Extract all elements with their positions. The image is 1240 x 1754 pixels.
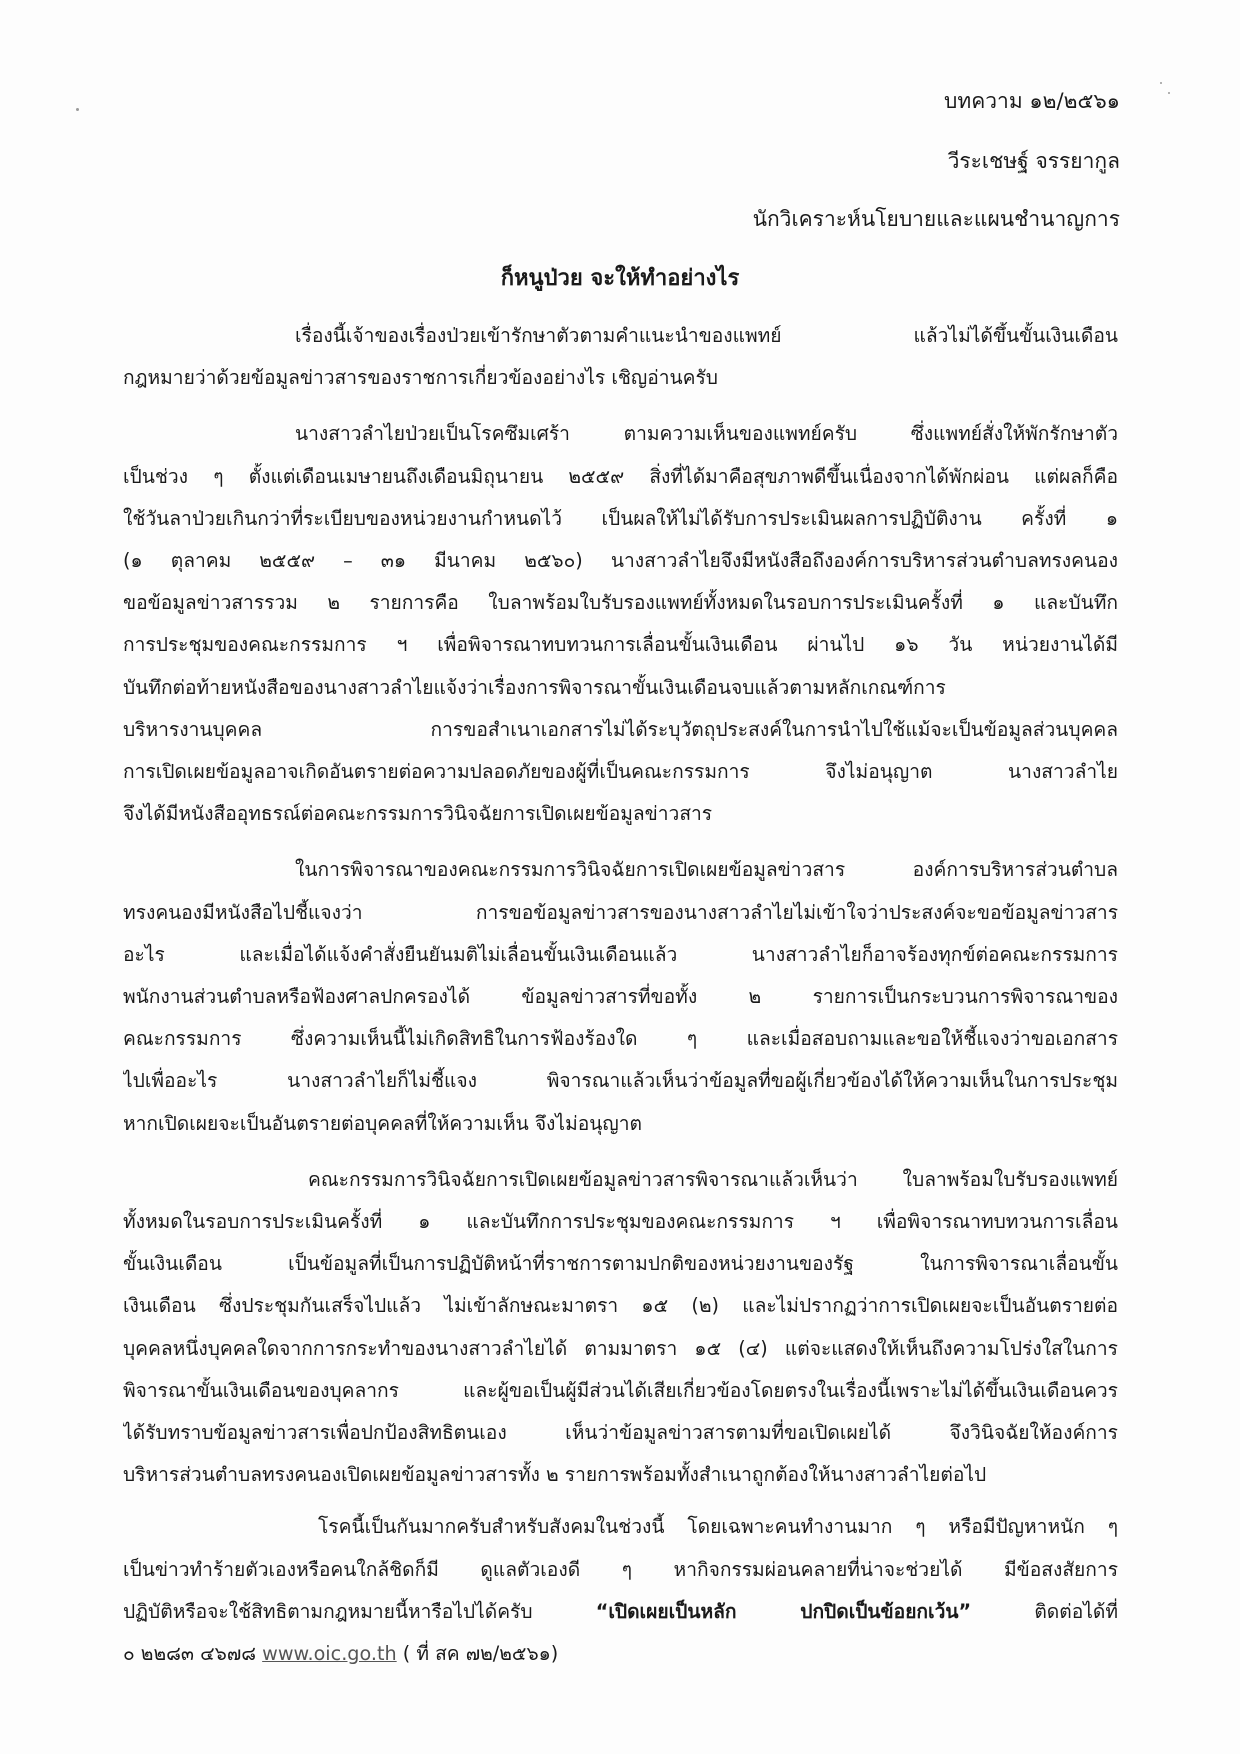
para1-line: บริหารงานบุคคล การขอสำเนาเอกสารไม่ได้ระบุวัตถุประสงค์ในการนำไปใช้แม้จะเป็นข้อมูลส่วนบุคคล	[123, 718, 1118, 741]
contact-phone: ๐ ๒๒๘๓ ๔๖๗๘	[123, 1642, 263, 1665]
article-title: ก็หนูป่วย จะให้ทำอย่างไร	[500, 266, 740, 291]
para2-line: พนักงานส่วนตำบลหรือฟ้องศาลปกครองได้ ข้อมูลข่าวสารที่ขอทั้ง ๒ รายการเป็นกระบวนการพิจารณาของ	[123, 985, 1118, 1008]
para3-line: ได้รับทราบข้อมูลข่าวสารเพื่อปกป้องสิทธิตนเอง เห็นว่าข้อมูลข่าวสารตามที่ขอเปิดเผยได้ จึงวินิจฉัยให้องค์การ	[123, 1421, 1118, 1444]
motto: “เปิดเผยเป็นหลัก ปกปิดเป็นข้อยกเว้น”	[595, 1600, 972, 1623]
para2-line: อะไร และเมื่อได้แจ้งคำสั่งยืนยันมติไม่เลื่อนขั้นเงินเดือนแล้ว นางสาวลำไยก็อาจร้องทุกข์ต่อคณะกรรมการ	[123, 943, 1118, 966]
para4-line: โรคนี้เป็นกันมากครับสำหรับสังคมในช่วงนี้ โดยเฉพาะคนทำงานมาก ๆ หรือมีปัญหาหนัก ๆ	[318, 1515, 1118, 1538]
para2-line: ทรงคนองมีหนังสือไปชี้แจงว่า การขอข้อมูลข่าวสารของนางสาวลำไยไม่เข้าใจว่าประสงค์จะขอข้อมูลข่าวสาร	[123, 901, 1118, 924]
contact-line	[123, 1640, 1118, 1668]
author-name: วีระเชษฐ์ จรรยากูล	[947, 149, 1120, 173]
intro-line: เรื่องนี้เจ้าของเรื่องป่วยเข้ารักษาตัวตามคำแนะนำของแพทย์ แล้วไม่ได้ขึ้นขั้นเงินเดือน	[295, 324, 1118, 347]
reference-number: ( ที่ สค ๗๒/๒๕๖๑)	[396, 1642, 559, 1665]
para2-line: ในการพิจารณาของคณะกรรมการวินิจฉัยการเปิดเผยข้อมูลข่าวสาร องค์การบริหารส่วนตำบล	[295, 858, 1118, 881]
para1-line: ขอข้อมูลข่าวสารรวม ๒ รายการคือ ใบลาพร้อมใบรับรองแพทย์ทั้งหมดในรอบการประเมินครั้งที่ ๑ และบันทึก	[123, 591, 1118, 614]
para2-line: หากเปิดเผยจะเป็นอันตรายต่อบุคคลที่ให้ความเห็น จึงไม่อนุญาต	[123, 1112, 642, 1135]
closing-line	[123, 1598, 1118, 1626]
article-number: บทความ ๑๒/๒๕๖๑	[944, 89, 1120, 113]
para3-line: ทั้งหมดในรอบการประเมินครั้งที่ ๑ และบันทึกการประชุมของคณะกรรมการ ฯ เพื่อพิจารณาทบทวนการเลื่อน	[123, 1210, 1118, 1233]
para2-line: คณะกรรมการ ซึ่งความเห็นนี้ไม่เกิดสิทธิในการฟ้องร้องใด ๆ และเมื่อสอบถามและขอให้ชี้แจงว่าขอเอกสาร	[123, 1027, 1118, 1050]
scan-speck	[1168, 92, 1170, 94]
scan-speck	[76, 108, 79, 111]
para2-line: ไปเพื่ออะไร นางสาวลำไยก็ไม่ชี้แจง พิจารณาแล้วเห็นว่าข้อมูลที่ขอผู้เกี่ยวข้องได้ให้ความเห็นในการประชุม	[123, 1069, 1118, 1092]
para3-line: พิจารณาขั้นเงินเดือนของบุคลากร และผู้ขอเป็นผู้มีส่วนได้เสียเกี่ยวข้องโดยตรงในเรื่องนี้เพราะไม่ได้ขึ้นเงินเดือนควร	[123, 1379, 1118, 1402]
para1-line: การประชุมของคณะกรรมการ ฯ เพื่อพิจารณาทบทวนการเลื่อนขั้นเงินเดือน ผ่านไป ๑๖ วัน หน่วยงานได้มี	[123, 633, 1118, 656]
para3-line: ขั้นเงินเดือน เป็นข้อมูลที่เป็นการปฏิบัติหน้าที่ราชการตามปกติของหน่วยงานของรัฐ ในการพิจารณาเลื่อนขั้น	[123, 1252, 1118, 1275]
para3-line: บุคคลหนึ่งบุคคลใดจากการกระทำของนางสาวลำไยได้ ตามมาตรา ๑๕ (๔) แต่จะแสดงให้เห็นถึงความโปร่งใสในการ	[123, 1337, 1118, 1360]
para4-line: เป็นข่าวทำร้ายตัวเองหรือคนใกล้ชิดก็มี ดูแลตัวเองดี ๆ หากิจกรรมผ่อนคลายที่น่าจะช่วยได้ มีข้อสงสัยการ	[123, 1558, 1118, 1581]
para1-line: การเปิดเผยข้อมูลอาจเกิดอันตรายต่อความปลอดภัยของผู้ที่เป็นคณะกรรมการ จึงไม่อนุญาต นางสาวลำไย	[123, 760, 1118, 783]
para1-line: นางสาวลำไยป่วยเป็นโรคซึมเศร้า ตามความเห็นของแพทย์ครับ ซึ่งแพทย์สั่งให้พักรักษาตัว	[295, 422, 1118, 445]
para3-line: บริหารส่วนตำบลทรงคนองเปิดเผยข้อมูลข่าวสารทั้ง ๒ รายการพร้อมทั้งสำเนาถูกต้องให้นางสาวลำไยต่อไป	[123, 1463, 987, 1486]
scan-speck	[1160, 82, 1162, 84]
para1-line: (๑ ตุลาคม ๒๕๕๙ – ๓๑ มีนาคม ๒๕๖๐) นางสาวลำไยจึงมีหนังสือถึงองค์การบริหารส่วนตำบลทรงคนอง	[123, 549, 1118, 572]
para1-line: จึงได้มีหนังสืออุทธรณ์ต่อคณะกรรมการวินิจฉัยการเปิดเผยข้อมูลข่าวสาร	[123, 802, 713, 825]
para1-line: บันทึกต่อท้ายหนังสือของนางสาวลำไยแจ้งว่าเรื่องการพิจารณาขั้นเงินเดือนจบแล้วตามหลักเกณฑ์การ	[123, 676, 946, 699]
closing-suffix: ติดต่อได้ที่	[971, 1600, 1118, 1623]
author-position: นักวิเคราะห์นโยบายและแผนชำนาญการ	[752, 207, 1120, 231]
para1-line: ใช้วันลาป่วยเกินกว่าที่ระเบียบของหน่วยงานกำหนดไว้ เป็นผลให้ไม่ได้รับการประเมินผลการปฏิบัติงาน ครั้งที่ ๑	[123, 507, 1118, 530]
para3-line: คณะกรรมการวินิจฉัยการเปิดเผยข้อมูลข่าวสารพิจารณาแล้วเห็นว่า ใบลาพร้อมใบรับรองแพทย์	[308, 1168, 1118, 1191]
para3-line: เงินเดือน ซึ่งประชุมกันเสร็จไปแล้ว ไม่เข้าลักษณะมาตรา ๑๕ (๒) และไม่ปรากฏว่าการเปิดเผยจะเป็นอันตรายต่อ	[123, 1294, 1118, 1317]
website-link[interactable]: www.oic.go.th	[262, 1642, 397, 1665]
intro-line: กฎหมายว่าด้วยข้อมูลข่าวสารของราชการเกี่ยวข้องอย่างไร เชิญอ่านครับ	[123, 366, 718, 389]
closing-prefix: ปฏิบัติหรือจะใช้สิทธิตามกฎหมายนี้หารือไปได้ครับ	[123, 1600, 596, 1623]
para1-line: เป็นช่วง ๆ ตั้งแต่เดือนเมษายนถึงเดือนมิถุนายน ๒๕๕๙ สิ่งที่ได้มาคือสุขภาพดีขึ้นเนื่องจากได้พักผ่อน แต่ผลก็คือ	[123, 465, 1118, 488]
